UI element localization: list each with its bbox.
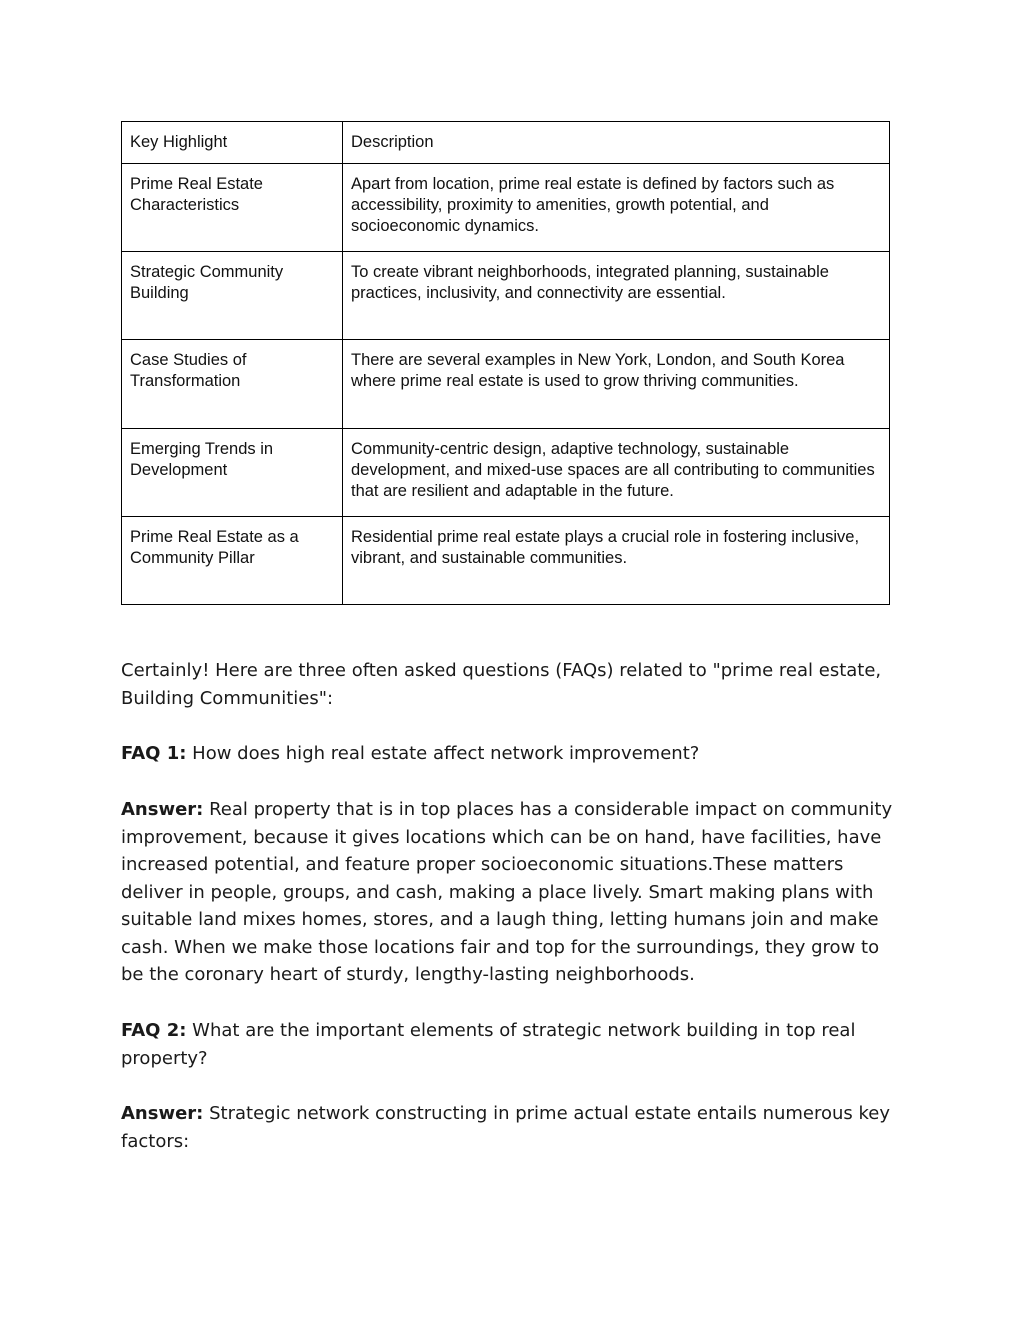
table-header-key-highlight: Key Highlight: [122, 122, 343, 164]
table-cell-highlight: Case Studies of Transformation: [122, 340, 343, 429]
faq-2-question-text: What are the important elements of strategic network building in top real property?: [121, 1020, 856, 1069]
table-cell-description: There are several examples in New York, London, and South Korea where prime real estate is used to grow thriving communities.: [343, 340, 890, 429]
answer-1-label: Answer:: [121, 799, 204, 820]
table-cell-highlight: Strategic Community Building: [122, 252, 343, 340]
faq-2-answer: [121, 1100, 906, 1155]
faq-2-label: FAQ 2:: [121, 1020, 187, 1041]
answer-1-text: Real property that is in top places has a considerable impact on community improvement, because it gives locations which can be on hand, have facilities, have increased potential, and feature proper socioeconomic situations.These matters deliver in people, groups, and cash, making a place lively. Smart making plans with suitable land mixes homes, stores, and a laugh thing, letting humans join and make cash. When we make those locations fair and top for the surroundings, they grow to be the coronary heart of sturdy, lengthy-lasting neighborhoods.: [121, 799, 893, 985]
table-cell-description: Community-centric design, adaptive technology, sustainable development, and mixed-use spaces are all contributing to communities that are resilient and adaptable in the future.: [343, 429, 890, 517]
table-cell-description: Apart from location, prime real estate is defined by factors such as accessibility, proximity to amenities, growth potential, and socioeconomic dynamics.: [343, 164, 890, 252]
table-cell-highlight: Emerging Trends in Development: [122, 429, 343, 517]
table-cell-highlight: Prime Real Estate Characteristics: [122, 164, 343, 252]
table-row: [122, 164, 890, 252]
table-row: [122, 340, 890, 429]
faq-1-answer: [121, 796, 906, 989]
answer-2-text: Strategic network constructing in prime actual estate entails numerous key factors:: [121, 1103, 891, 1152]
key-highlights-table: [121, 121, 890, 605]
faq-1-label: FAQ 1:: [121, 743, 187, 764]
table-header-description: Description: [343, 122, 890, 164]
faq-intro-paragraph: Certainly! Here are three often asked questions (FAQs) related to "prime real estate, Building Communities":: [121, 660, 882, 709]
table-row: [122, 429, 890, 517]
table-row: [122, 517, 890, 605]
table-cell-description: To create vibrant neighborhoods, integrated planning, sustainable practices, inclusivity, and connectivity are essential.: [343, 252, 890, 340]
table-cell-highlight: Prime Real Estate as a Community Pillar: [122, 517, 343, 605]
table-cell-description: Residential prime real estate plays a crucial role in fostering inclusive, vibrant, and sustainable communities.: [343, 517, 890, 605]
faq-1-question: [121, 740, 906, 768]
table-row: [122, 252, 890, 340]
faq-2-question: [121, 1017, 906, 1072]
answer-2-label: Answer:: [121, 1103, 204, 1124]
faq-1-question-text: How does high real estate affect network improvement?: [186, 743, 700, 764]
table-header-row: [122, 122, 890, 164]
